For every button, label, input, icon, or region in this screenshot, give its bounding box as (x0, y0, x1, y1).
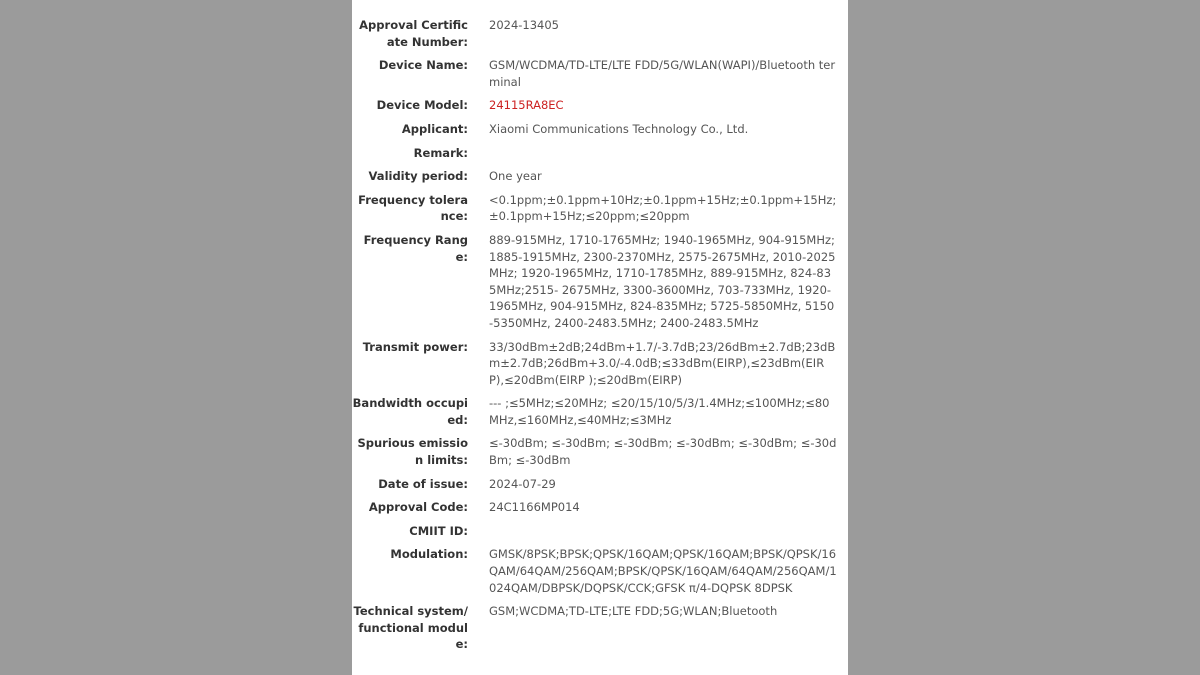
row-applicant (352, 121, 848, 138)
row-technical-system (352, 603, 848, 653)
row-frequency-tolerance (352, 192, 848, 225)
value-transmit-power: 33/30dBm±2dB;24dBm+1.7/-3.7dB;23/26dBm±2.7dB;23dBm±2.7dB;26dBm+3.0/-4.0dB;≤33dBm(EIRP),≤23dBm(EIRP),≤20dBm(EIRP );≤20dBm(EIRP) (489, 339, 836, 387)
certificate-details-table (352, 17, 848, 660)
value-frequency-tolerance: <0.1ppm;±0.1ppm+10Hz;±0.1ppm+15Hz;±0.1ppm+15Hz;±0.1ppm+15Hz;≤20ppm;≤20ppm (489, 192, 837, 224)
row-remark (352, 145, 848, 162)
row-transmit-power (352, 339, 848, 389)
row-approval-code (352, 499, 848, 516)
row-approval-certificate-number (352, 17, 848, 50)
row-device-name (352, 57, 848, 90)
value-device-model: 24115RA8EC (489, 98, 564, 113)
value-bandwidth-occupied: --- ;≤5MHz;≤20MHz; ≤20/15/10/5/3/1.4MHz;≤100MHz;≤80MHz,≤160MHz,≤40MHz;≤3MHz (489, 396, 830, 427)
value-applicant: Xiaomi Communications Technology Co., Ltd. (489, 121, 749, 136)
row-device-model (352, 97, 848, 114)
label-transmit-power: Transmit power: (362, 339, 468, 354)
label-bandwidth-occupied: Bandwidth occupied: (352, 396, 468, 427)
row-date-of-issue (352, 476, 848, 493)
label-technical-system: Technical system/ functional module: (353, 604, 468, 652)
label-date-of-issue: Date of issue: (378, 476, 468, 491)
value-remark (489, 145, 837, 162)
label-validity-period: Validity period: (368, 169, 468, 184)
value-cmiit-id (489, 523, 837, 540)
label-spurious-emission-limits: Spurious emission limits: (357, 436, 468, 468)
label-cmiit-id: CMIIT ID: (409, 523, 468, 538)
label-device-name: Device Name: (378, 58, 468, 73)
label-approval-code: Approval Code: (368, 500, 468, 515)
row-cmiit-id (352, 523, 848, 540)
row-validity-period (352, 168, 848, 185)
value-validity-period: One year (489, 169, 542, 184)
value-device-name: GSM/WCDMA/TD-LTE/LTE FDD/5G/WLAN(WAPI)/Bluetooth terminal (489, 58, 836, 89)
label-remark: Remark: (413, 145, 468, 160)
row-spurious-emission-limits (352, 435, 848, 468)
value-approval-code: 24C1166MP014 (489, 500, 580, 515)
certificate-panel (352, 0, 848, 675)
value-technical-system: GSM;WCDMA;TD-LTE;LTE FDD;5G;WLAN;Bluetooth (489, 604, 778, 619)
label-frequency-range: Frequency Range: (363, 232, 468, 264)
value-approval-certificate-number: 2024-13405 (489, 18, 559, 32)
label-approval-certificate-number: Approval Certificate Number: (359, 18, 468, 49)
value-frequency-range: 889-915MHz, 1710-1765MHz; 1940-1965MHz, 904-915MHz; 1885-1915MHz, 2300-2370MHz, 2575-2675MHz, 2010-2025MHz; 1920-1965MHz, 1710-1785MHz, 889-915MHz, 824-835MHz;2515- 2675MHz, 3300-3600MHz, 703-733MHz, 1920-1965MHz, 904-915MHz, 824-835MHz; 5725-5850MHz, 5150-5350MHz, 2400-2483.5MHz; 2400-2483.5MHz (489, 232, 836, 330)
row-modulation (352, 546, 848, 596)
label-modulation: Modulation: (390, 547, 468, 562)
row-frequency-range (352, 232, 848, 332)
value-modulation: GMSK/8PSK;BPSK;QPSK/16QAM;QPSK/16QAM;BPSK/QPSK/16QAM/64QAM/256QAM;BPSK/QPSK/16QAM/64QAM/256QAM/1024QAM/DBPSK/DQPSK/CCK;GFSK π/4-DQPSK 8DPSK (489, 547, 837, 595)
label-frequency-tolerance: Frequency tolerance: (358, 192, 468, 224)
value-date-of-issue: 2024-07-29 (489, 476, 556, 491)
label-applicant: Applicant: (401, 121, 468, 136)
label-device-model: Device Model: (376, 98, 468, 113)
value-spurious-emission-limits: ≤-30dBm; ≤-30dBm; ≤-30dBm; ≤-30dBm; ≤-30dBm; ≤-30dBm; ≤-30dBm (489, 436, 837, 468)
row-bandwidth-occupied (352, 395, 848, 428)
